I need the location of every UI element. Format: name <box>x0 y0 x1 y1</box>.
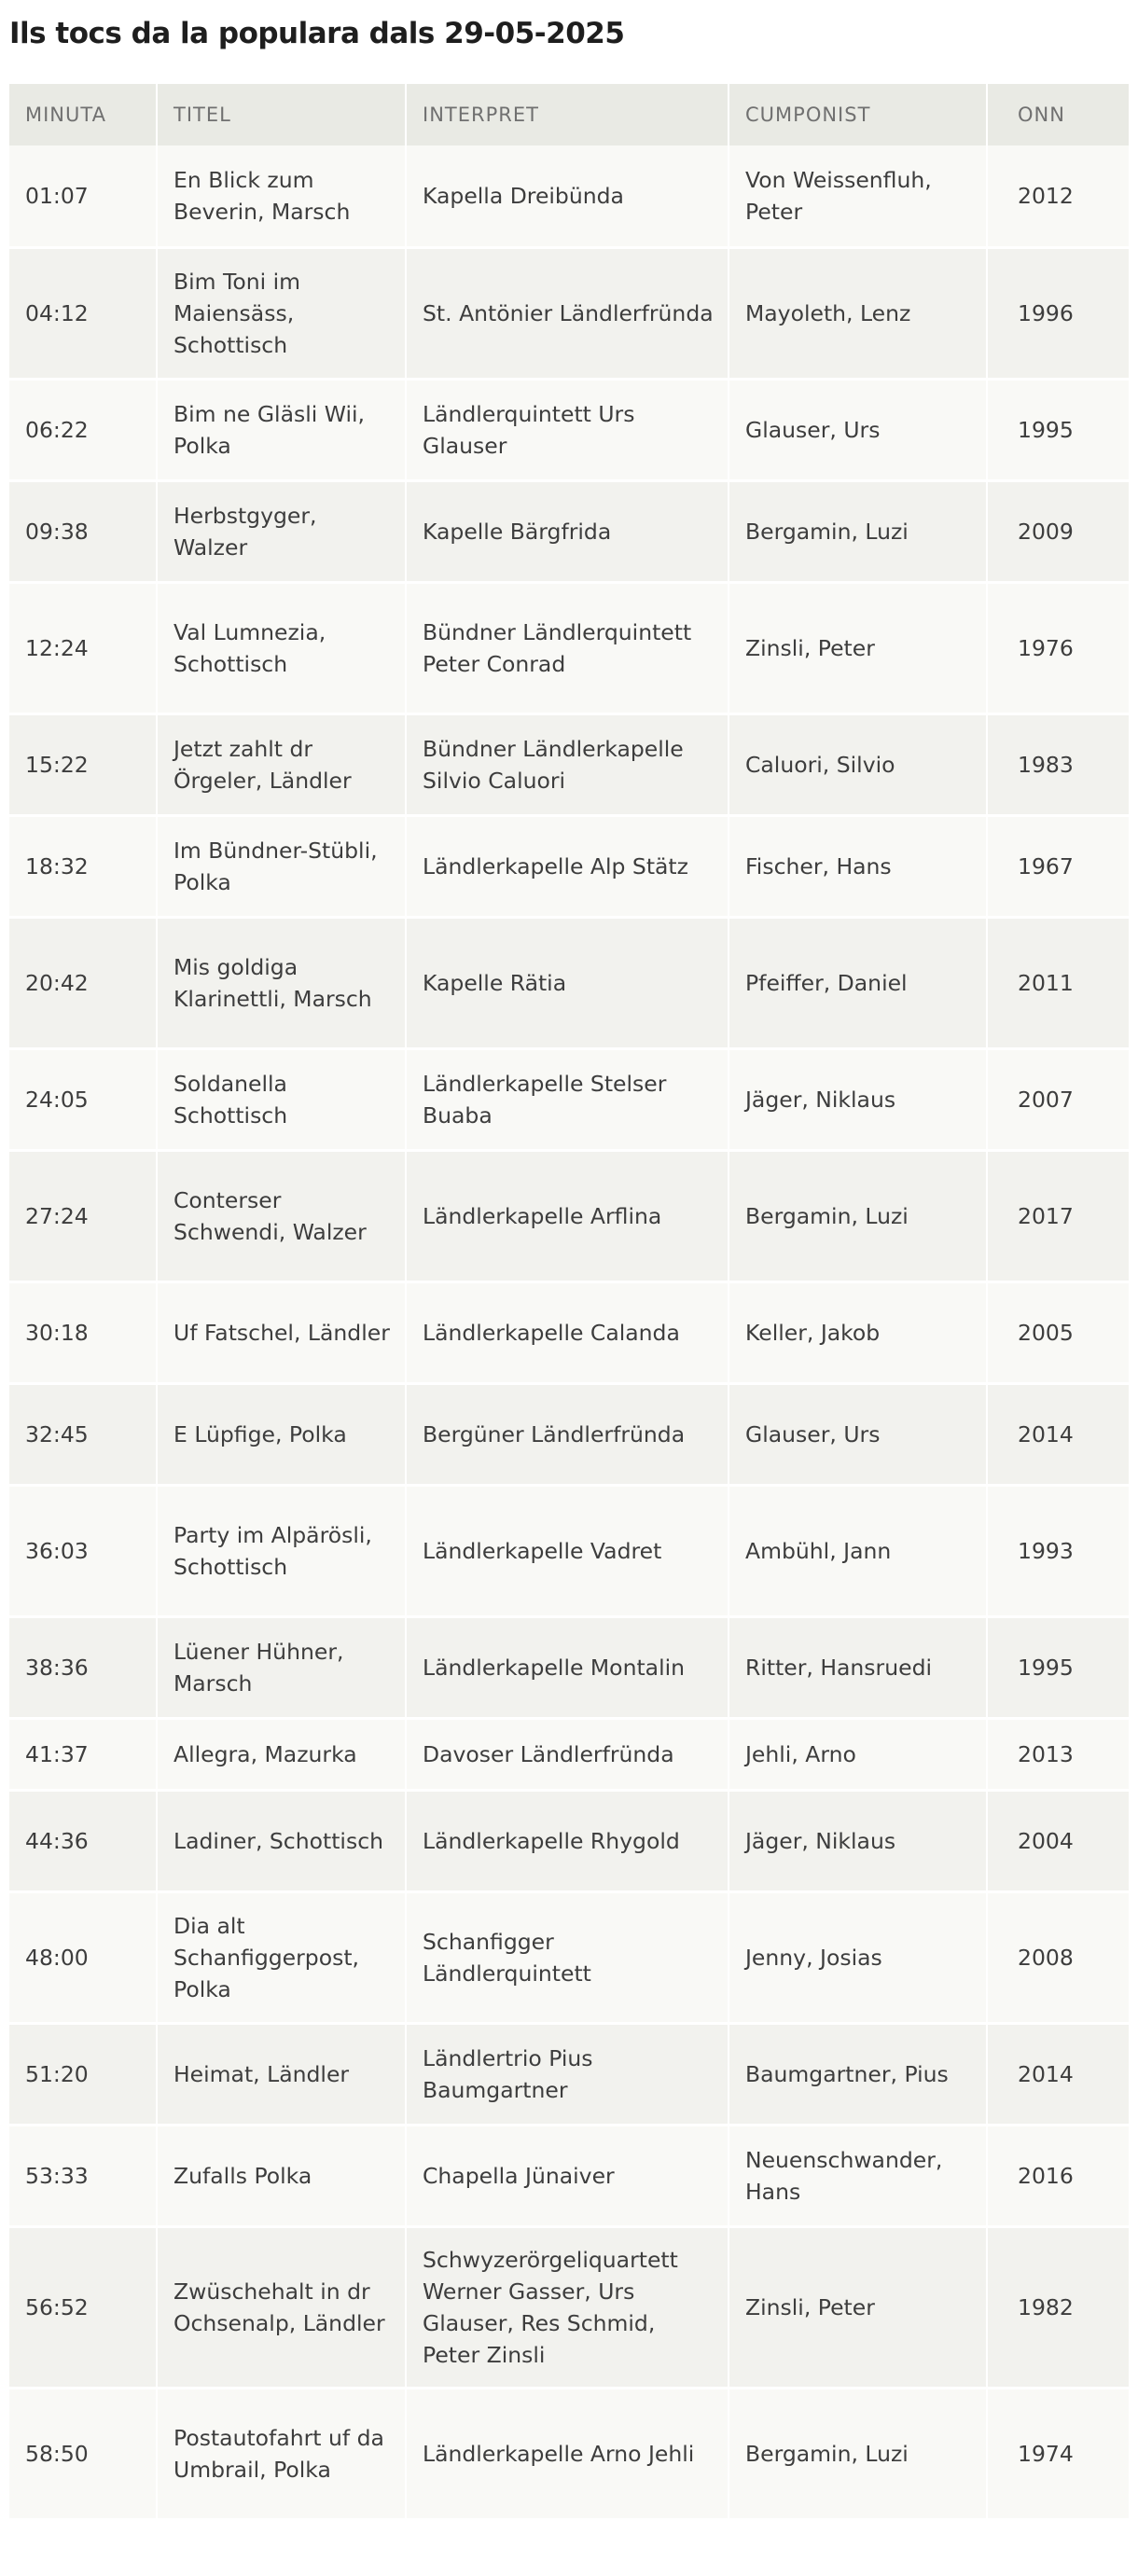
cell-interpret: Kapelle Rätia <box>406 917 729 1048</box>
cell-onn: 2008 <box>1018 1944 1074 1971</box>
table-row <box>9 2125 1129 2226</box>
cell-minuta: 53:33 <box>9 2125 157 2226</box>
table-row <box>9 480 1129 582</box>
cell-interpret: Schwyzerörgeliquartett Werner Gasser, Urs Glauser, Res Schmid, Peter Zinsli <box>406 2226 729 2388</box>
cell-onn: 1995 <box>1018 1654 1074 1681</box>
cell-cumponist: Ritter, Hansruedi <box>729 1616 987 1718</box>
cell-minuta: 58:50 <box>9 2388 157 2519</box>
cell-onn: 2017 <box>1018 1202 1074 1229</box>
cell-minuta: 12:24 <box>9 582 157 713</box>
cell-onn: 2012 <box>1018 182 1074 209</box>
cell-cumponist: Pfeiffer, Daniel <box>729 917 987 1048</box>
cell-cumponist: Bergamin, Luzi <box>729 1150 987 1281</box>
cell-minuta: 56:52 <box>9 2226 157 2388</box>
cell-onn: 2013 <box>1018 1740 1074 1767</box>
cell-minuta: 38:36 <box>9 1616 157 1718</box>
cell-titel: Conterser Schwendi, Walzer <box>157 1150 406 1281</box>
cell-cumponist: Jäger, Niklaus <box>729 1790 987 1891</box>
table-body <box>9 145 1129 2519</box>
cell-onn: 1993 <box>1018 1537 1074 1564</box>
cell-interpret: Ländlerkapelle Stelser Buaba <box>406 1048 729 1150</box>
cell-interpret: Kapella Dreibünda <box>406 145 729 247</box>
cell-titel: Ladiner, Schottisch <box>157 1790 406 1891</box>
cell-onn: 2009 <box>1018 518 1074 545</box>
table-row <box>9 2023 1129 2125</box>
cell-titel: Bim Toni im Maiensäss, Schottisch <box>157 247 406 379</box>
cell-titel: Im Bündner-Stübli, Polka <box>157 815 406 917</box>
cell-interpret: Ländlertrio Pius Baumgartner <box>406 2023 729 2125</box>
header-minuta: MINUTA <box>9 84 157 145</box>
cell-titel: Allegra, Mazurka <box>157 1718 406 1790</box>
cell-onn: 2014 <box>1018 1420 1074 1447</box>
playlist-table <box>9 84 1129 2521</box>
cell-interpret: Bündner Ländlerquintett Peter Conrad <box>406 582 729 713</box>
table-row <box>9 1485 1129 1616</box>
table-row <box>9 1891 1129 2023</box>
table-row <box>9 1616 1129 1718</box>
cell-minuta: 18:32 <box>9 815 157 917</box>
header-onn: ONN <box>1018 104 1065 126</box>
cell-interpret: Ländlerkapelle Arno Jehli <box>406 2388 729 2519</box>
cell-cumponist: Jehli, Arno <box>729 1718 987 1790</box>
table-row <box>9 2226 1129 2388</box>
cell-interpret: Bergüner Ländlerfründa <box>406 1383 729 1485</box>
cell-minuta: 48:00 <box>9 1891 157 2023</box>
cell-titel: Lüener Hühner, Marsch <box>157 1616 406 1718</box>
cell-onn: 2014 <box>1018 2060 1074 2087</box>
cell-minuta: 41:37 <box>9 1718 157 1790</box>
cell-onn: 2004 <box>1018 1827 1074 1854</box>
cell-interpret: Bündner Ländlerkapelle Silvio Caluori <box>406 713 729 815</box>
cell-minuta: 20:42 <box>9 917 157 1048</box>
cell-titel: Postautofahrt uf da Umbrail, Polka <box>157 2388 406 2519</box>
cell-interpret: Schanfigger Ländlerquintett <box>406 1891 729 2023</box>
cell-onn: 1967 <box>1018 852 1074 879</box>
cell-titel: Soldanella Schottisch <box>157 1048 406 1150</box>
cell-cumponist: Caluori, Silvio <box>729 713 987 815</box>
cell-titel: En Blick zum Beverin, Marsch <box>157 145 406 247</box>
cell-interpret: Ländlerkapelle Rhygold <box>406 1790 729 1891</box>
cell-onn: 1982 <box>1018 2293 1074 2320</box>
cell-cumponist: Zinsli, Peter <box>729 582 987 713</box>
cell-onn: 1983 <box>1018 751 1074 778</box>
cell-interpret: Ländlerkapelle Calanda <box>406 1281 729 1383</box>
cell-cumponist: Zinsli, Peter <box>729 2226 987 2388</box>
header-cumponist: CUMPONIST <box>729 84 987 145</box>
cell-minuta: 32:45 <box>9 1383 157 1485</box>
cell-minuta: 06:22 <box>9 379 157 480</box>
cell-onn: 1996 <box>1018 299 1074 326</box>
table-row <box>9 1383 1129 1485</box>
table-row <box>9 2388 1129 2519</box>
cell-onn: 2005 <box>1018 1319 1074 1346</box>
cell-minuta: 27:24 <box>9 1150 157 1281</box>
cell-titel: Party im Alpärösli, Schottisch <box>157 1485 406 1616</box>
table-row <box>9 713 1129 815</box>
cell-minuta: 30:18 <box>9 1281 157 1383</box>
cell-interpret: Ländlerkapelle Alp Stätz <box>406 815 729 917</box>
header-interpret: INTERPRET <box>406 84 729 145</box>
table-row <box>9 247 1129 379</box>
cell-titel: Dia alt Schanfiggerpost, Polka <box>157 1891 406 2023</box>
cell-titel: Herbstgyger, Walzer <box>157 480 406 582</box>
table-row <box>9 1048 1129 1150</box>
cell-cumponist: Neuenschwander, Hans <box>729 2125 987 2226</box>
cell-onn: 2007 <box>1018 1086 1074 1113</box>
cell-cumponist: Ambühl, Jann <box>729 1485 987 1616</box>
table-row <box>9 1281 1129 1383</box>
cell-cumponist: Von Weissenfluh, Peter <box>729 145 987 247</box>
cell-interpret: Ländlerkapelle Vadret <box>406 1485 729 1616</box>
table-row <box>9 582 1129 713</box>
cell-onn: 2011 <box>1018 969 1074 996</box>
page-title: Ils tocs da la populara dals 29-05-2025 <box>9 17 625 50</box>
cell-cumponist: Bergamin, Luzi <box>729 480 987 582</box>
table-row <box>9 1718 1129 1790</box>
cell-titel: Zufalls Polka <box>157 2125 406 2226</box>
cell-interpret: St. Antönier Ländlerfründa <box>406 247 729 379</box>
cell-onn: 1974 <box>1018 2440 1074 2467</box>
cell-interpret: Kapelle Bärgfrida <box>406 480 729 582</box>
cell-interpret: Ländlerkapelle Montalin <box>406 1616 729 1718</box>
cell-titel: Uf Fatschel, Ländler <box>157 1281 406 1383</box>
cell-cumponist: Bergamin, Luzi <box>729 2388 987 2519</box>
cell-minuta: 24:05 <box>9 1048 157 1150</box>
header-titel: TITEL <box>157 84 406 145</box>
cell-interpret: Ländlerkapelle Arflina <box>406 1150 729 1281</box>
cell-cumponist: Keller, Jakob <box>729 1281 987 1383</box>
table-row <box>9 1790 1129 1891</box>
header-row <box>9 84 1129 145</box>
table-row <box>9 815 1129 917</box>
cell-minuta: 04:12 <box>9 247 157 379</box>
cell-cumponist: Jäger, Niklaus <box>729 1048 987 1150</box>
table-header <box>9 84 1129 145</box>
cell-cumponist: Glauser, Urs <box>729 379 987 480</box>
cell-minuta: 15:22 <box>9 713 157 815</box>
table-row <box>9 145 1129 247</box>
cell-minuta: 36:03 <box>9 1485 157 1616</box>
cell-minuta: 44:36 <box>9 1790 157 1891</box>
cell-titel: Heimat, Ländler <box>157 2023 406 2125</box>
cell-titel: Bim ne Gläsli Wii, Polka <box>157 379 406 480</box>
cell-minuta: 09:38 <box>9 480 157 582</box>
cell-cumponist: Glauser, Urs <box>729 1383 987 1485</box>
cell-cumponist: Baumgartner, Pius <box>729 2023 987 2125</box>
cell-titel: Mis goldiga Klarinettli, Marsch <box>157 917 406 1048</box>
cell-onn: 1995 <box>1018 416 1074 443</box>
table-row <box>9 917 1129 1048</box>
cell-titel: Zwüschehalt in dr Ochsenalp, Ländler <box>157 2226 406 2388</box>
cell-onn: 2016 <box>1018 2162 1074 2189</box>
cell-onn: 1976 <box>1018 634 1074 661</box>
table-row <box>9 1150 1129 1281</box>
cell-interpret: Davoser Ländlerfründa <box>406 1718 729 1790</box>
cell-titel: Val Lumnezia, Schottisch <box>157 582 406 713</box>
cell-titel: E Lüpfige, Polka <box>157 1383 406 1485</box>
cell-titel: Jetzt zahlt dr Örgeler, Ländler <box>157 713 406 815</box>
cell-cumponist: Mayoleth, Lenz <box>729 247 987 379</box>
cell-minuta: 01:07 <box>9 145 157 247</box>
cell-cumponist: Jenny, Josias <box>729 1891 987 2023</box>
cell-minuta: 51:20 <box>9 2023 157 2125</box>
cell-interpret: Ländlerquintett Urs Glauser <box>406 379 729 480</box>
cell-interpret: Chapella Jünaiver <box>406 2125 729 2226</box>
table-row <box>9 379 1129 480</box>
cell-cumponist: Fischer, Hans <box>729 815 987 917</box>
